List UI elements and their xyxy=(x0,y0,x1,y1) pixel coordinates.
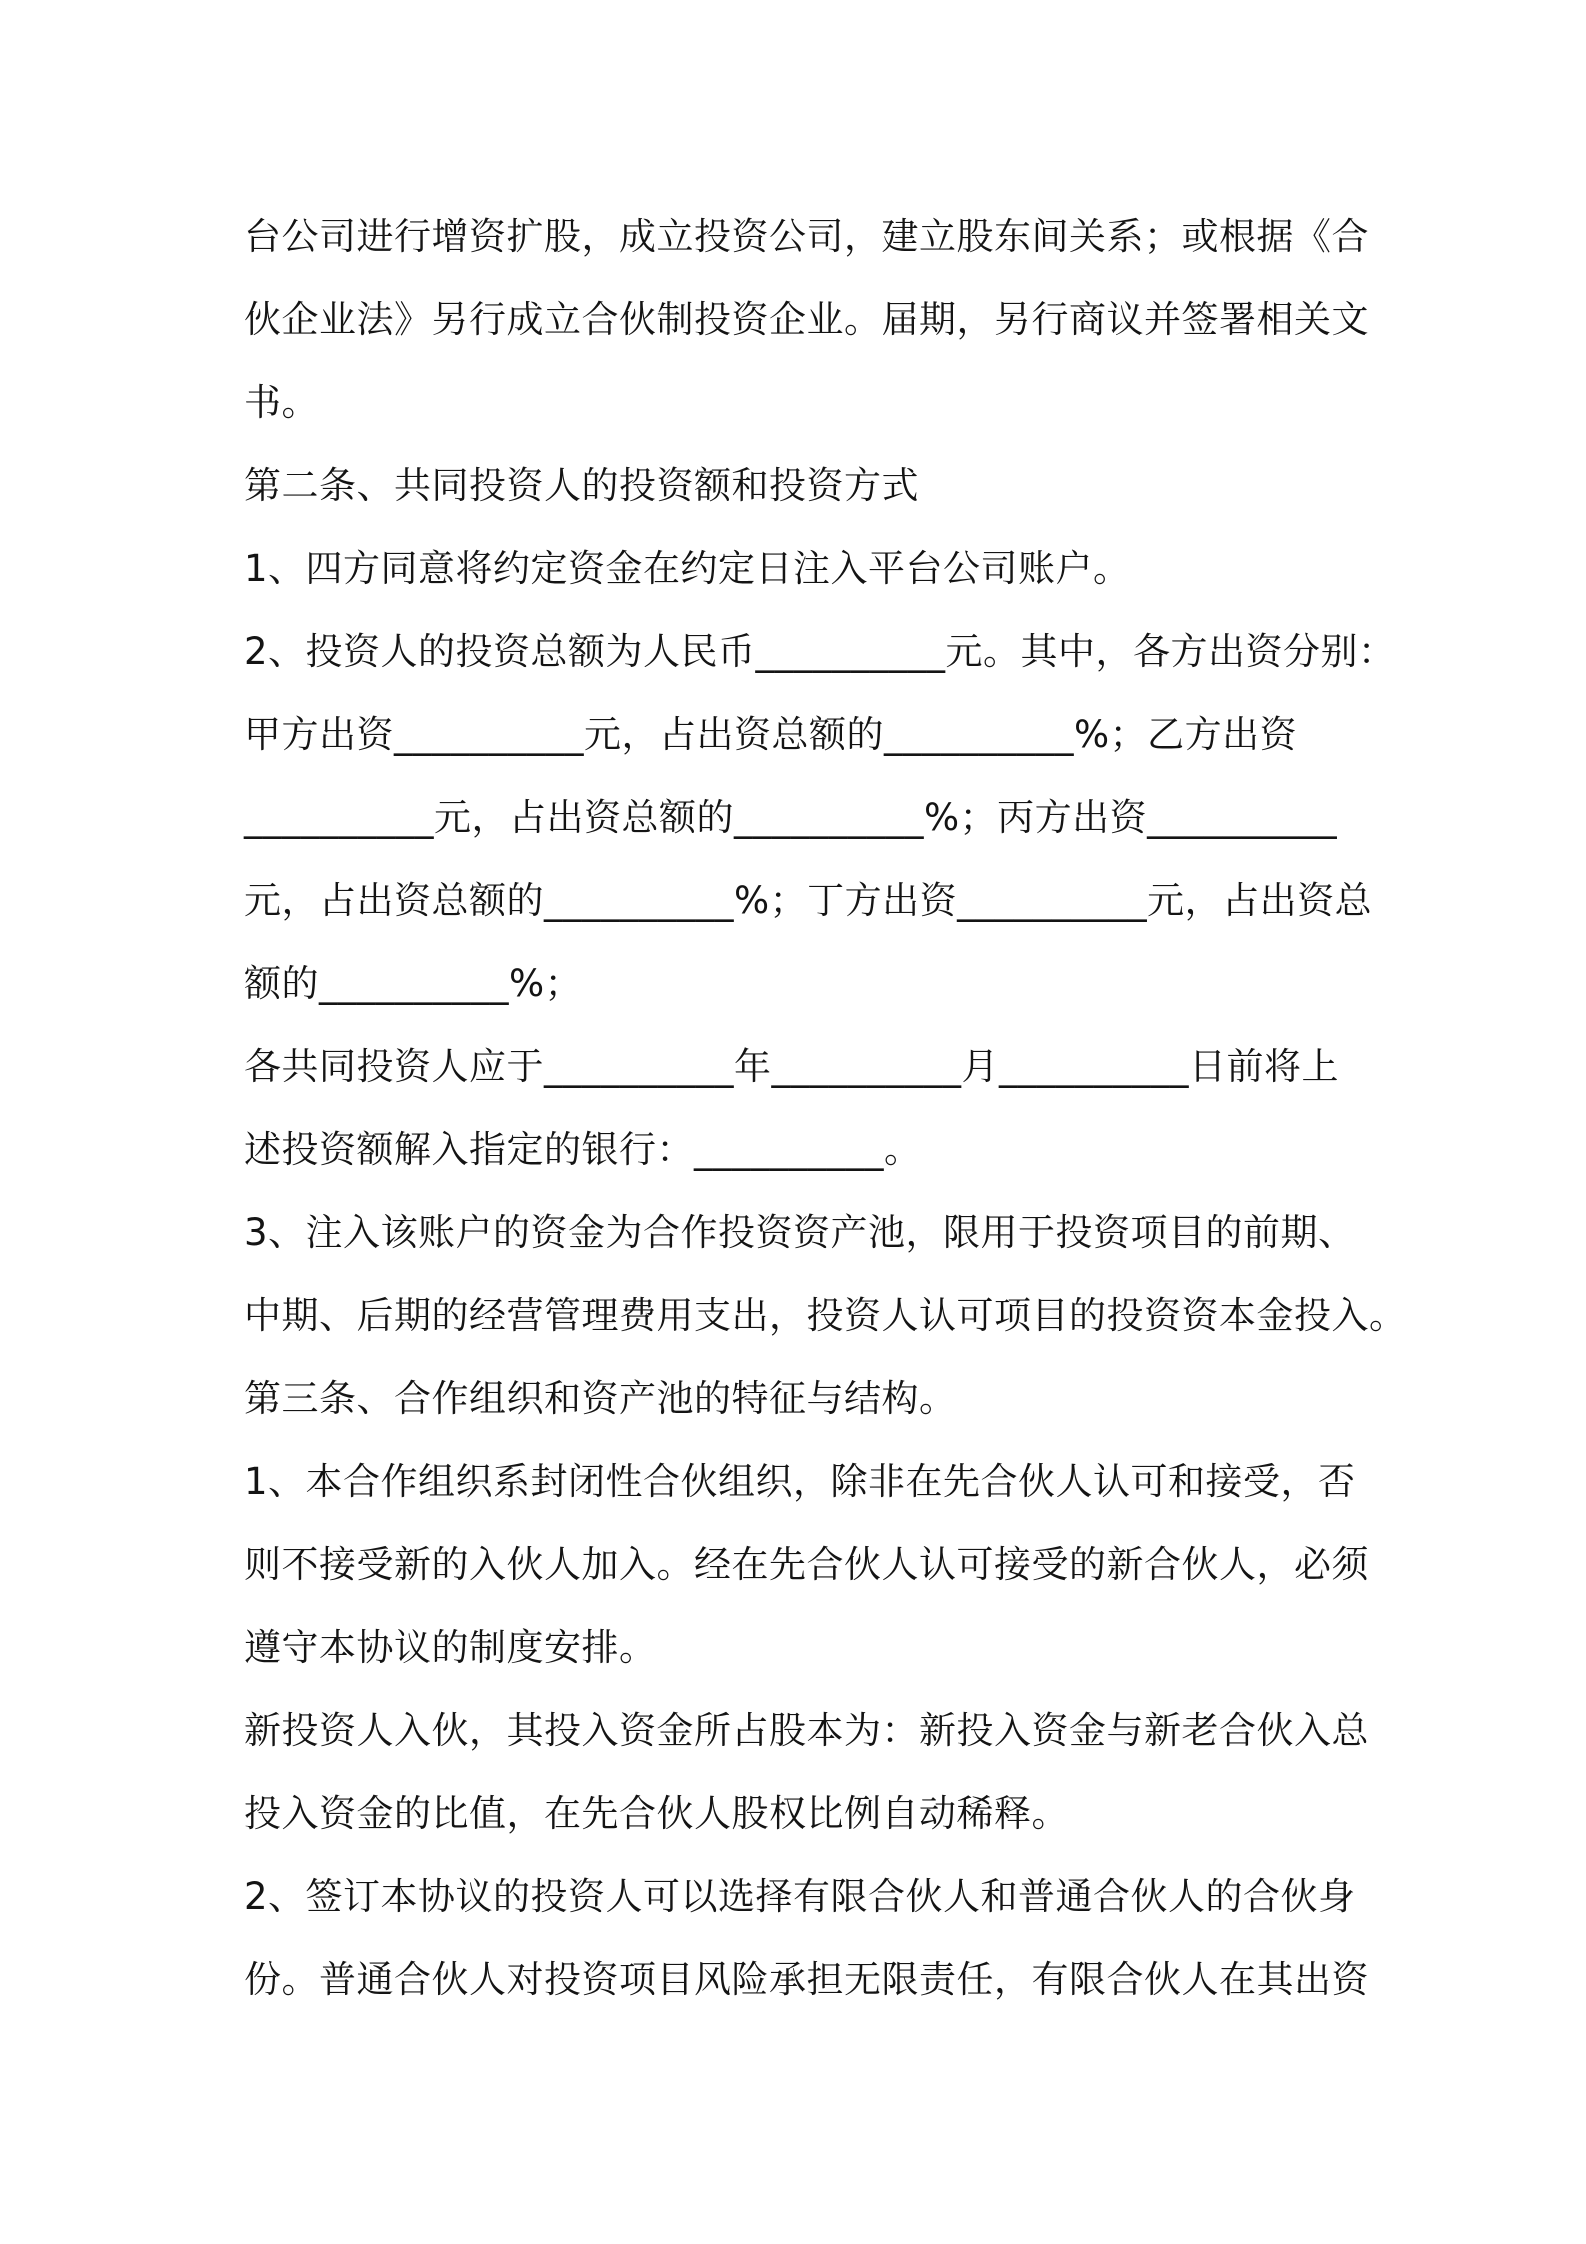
text-line: 投入资金的比值，在先合伙人股权比例自动稀释。 xyxy=(244,1792,1069,1835)
text-line: 甲方出资__________元，占出资总额的__________%；乙方出资 xyxy=(244,713,1298,756)
text-line: 台公司进行增资扩股，成立投资公司，建立股东间关系；或根据《合 xyxy=(244,215,1369,258)
text-line: 书。 xyxy=(244,381,319,424)
text-line: 中期、后期的经营管理费用支出，投资人认可项目的投资资本金投入。 xyxy=(244,1294,1407,1337)
clause-2-1 xyxy=(244,527,1364,610)
text-line: 1、本合作组织系封闭性合伙组织，除非在先合伙人认可和接受，否 xyxy=(244,1460,1356,1503)
paragraph-capital-increase xyxy=(244,195,1369,444)
text-line: 份。普通合伙人对投资项目风险承担无限责任，有限合伙人在其出资 xyxy=(244,1958,1369,2001)
section-heading: 第三条、合作组织和资产池的特征与结构。 xyxy=(244,1377,957,1420)
clause-3-2 xyxy=(244,1855,1369,2021)
section-heading: 第二条、共同投资人的投资额和投资方式 xyxy=(244,464,919,507)
text-line: 伙企业法》另行成立合伙制投资企业。届期，另行商议并签署相关文 xyxy=(244,298,1369,341)
clause-3-1 xyxy=(244,1440,1369,1689)
text-line: 遵守本协议的制度安排。 xyxy=(244,1626,657,1669)
text-line: 3、注入该账户的资金为合作投资资产池，限用于投资项目的前期、 xyxy=(244,1211,1356,1254)
text-line: 2、投资人的投资总额为人民币__________元。其中，各方出资分别： xyxy=(244,630,1396,673)
section-heading-article-2 xyxy=(244,444,1364,527)
text-line: 额的__________%； xyxy=(244,962,583,1005)
clause-2-2 xyxy=(244,610,1396,1025)
text-line: 2、签订本协议的投资人可以选择有限合伙人和普通合伙人的合伙身 xyxy=(244,1875,1356,1918)
text-line: 元，占出资总额的__________%；丁方出资__________元，占出资总 xyxy=(244,879,1373,922)
section-heading-article-3 xyxy=(244,1357,1364,1440)
new-investor-paragraph xyxy=(244,1689,1369,1855)
text-line: 新投资人入伙，其投入资金所占股本为：新投入资金与新老合伙入总 xyxy=(244,1709,1369,1752)
clause-2-3 xyxy=(244,1191,1407,1357)
text-line: 1、四方同意将约定资金在约定日注入平台公司账户。 xyxy=(244,547,1131,590)
text-line: 则不接受新的入伙人加入。经在先合伙人认可接受的新合伙人，必须 xyxy=(244,1543,1369,1586)
text-line: 各共同投资人应于__________年__________月__________日前将上 xyxy=(244,1045,1339,1088)
text-line: 述投资额解入指定的银行：__________。 xyxy=(244,1128,922,1171)
document-body xyxy=(244,195,1407,2021)
text-line: __________元，占出资总额的__________%；丙方出资__________ xyxy=(244,796,1338,839)
payment-deadline-paragraph xyxy=(244,1025,1364,1191)
